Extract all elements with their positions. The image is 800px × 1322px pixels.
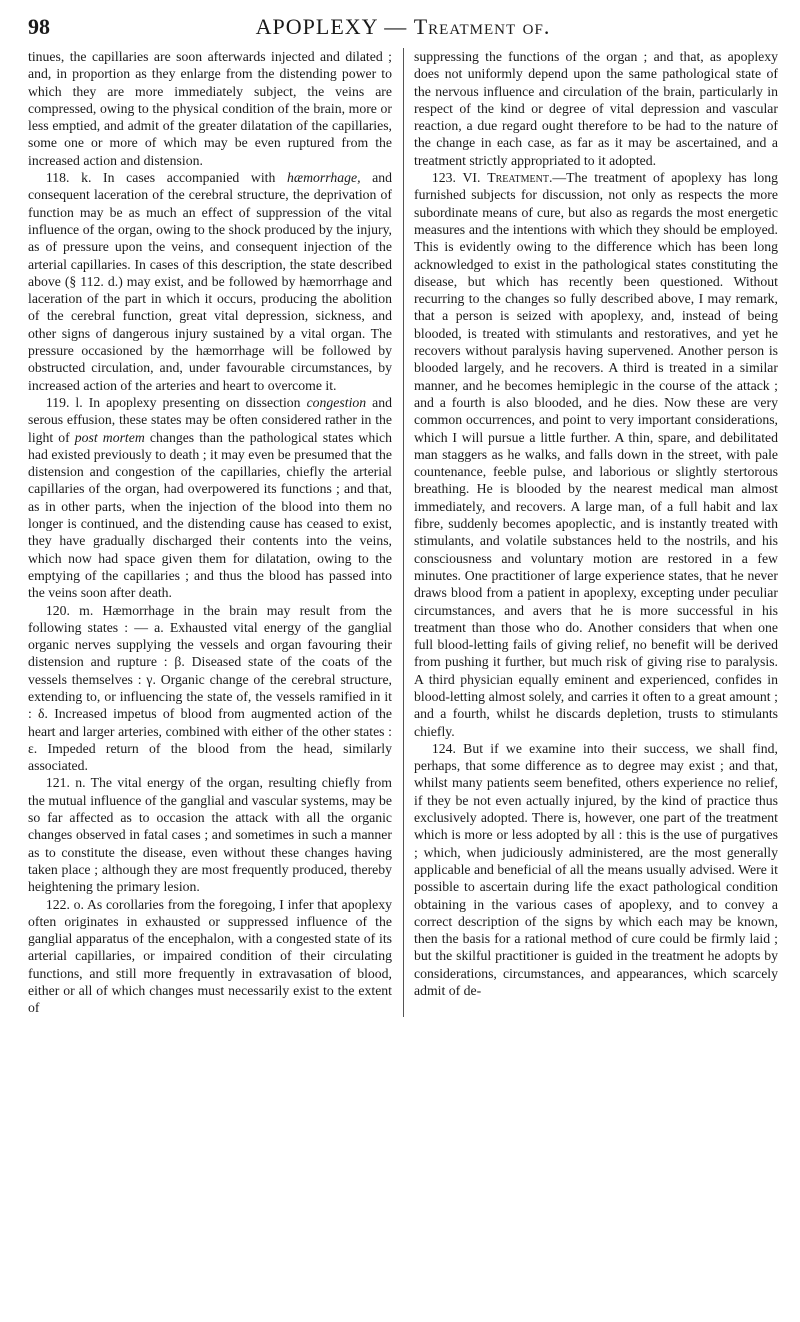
text-columns (28, 48, 778, 1017)
left-column (28, 48, 392, 1017)
paragraph-continued: tinues, the capillaries are soon afterwards injected and dilated ; and, in proportion as they enlarge from the distending power to which they are more immediately subject, the veins are compressed, owing to the physical condition of the brain, more or less emptied, and admit of the greater dilatation of the capillaries, some one or more of which may be even ruptured from the increased action and distension. (28, 49, 392, 168)
paragraph-119: 119. l. In apoplexy presenting on dissection congestion and serous effusion, these states may be often considered rather in the light of post mortem changes than the pathological states which had existed previously to death ; it may even be presumed that the distension and congestion of the capillaries, chiefly the arterial capillaries of the organ, had overpowered its functions ; and that, as in other parts, when the injection of the blood into them no longer is continued, and the distending cause has ceased to exist, they have gradually discharged their contents into the veins, which now had space given them for dilatation, owing to the emptying of the capillaries ; and thus the blood has passed into the veins soon after death. (28, 394, 393, 601)
running-head (28, 14, 778, 48)
page-number: 98 (28, 14, 50, 39)
section-heading: Treatment. (487, 170, 553, 186)
running-title-main: APOPLEXY — (255, 14, 408, 39)
paragraph-118: 118. k. In cases accompanied with hæmorrhage, and consequent laceration of the cerebral structure, the deprivation of function may be as much an effect of suppression of the vital influence of the organ, owing to the shock produced by the injury, as of pressure upon the veins, and consequent injection of the arterial capillaries. In cases of this description, the state described above (§ 112. d.) may exist, and be followed by hæmorrhage and laceration of the part in which it occurs, producing the abolition of the cerebral function, great vital depression, sickness, and other signs of dangerous injury sustained by a vital organ. The pressure occasioned by the hæmorrhage will be followed by obstructed circulation, and, under favourable circumstances, by increased action of the arteries and heart to overcome it. (28, 170, 393, 393)
paragraph-continued: suppressing the functions of the organ ; and that, as apoplexy does not uniformly depend upon the same pathological state of the nervous influence and circulation of the brain, particularly in respect of the kind or degree of vital depression and vascular reaction, a due regard ought therefore to be had to the nature of the change in each case, as far as it may be ascertained, and a treatment strictly appropriated to it adopted. (414, 49, 778, 168)
section-number: 122. o. (45, 896, 84, 912)
running-title (28, 14, 778, 40)
section-number: 121. n. (45, 775, 86, 791)
section-number: 124. (431, 740, 456, 756)
paragraph-120: 120. m. Hæmorrhage in the brain may result from the following states : — a. Exhausted vital energy of the ganglial organic nerves supplying the vessels and organ favouring their distension and rupture : β. Diseased state of the coats of the vessels themselves : γ. Organic change of the cerebral structure, extending to, or influencing the state of, the vessels ramified in it : δ. Increased impetus of blood from augmented action of the heart and larger arteries, combined with either of the other states : ε. Impeded return of the blood from the head, similarly associated. (28, 602, 393, 774)
section-number: 119. l. (45, 394, 83, 410)
section-number: 118. k. (45, 170, 92, 186)
column-divider (403, 48, 404, 1017)
paragraph-122: 122. o. As corollaries from the foregoing, I infer that apoplexy often originates in exhausted or suppressed influence of the ganglial apparatus of the encephalon, with a congested state of its arterial capillaries, or impaired condition of their circulating functions, and still more frequently in extravasation of blood, either or all of which changes must necessarily exist to the extent of (28, 896, 392, 1016)
paragraph-123: 123. VI. Treatment.—The treatment of apoplexy has long furnished subjects for discussion, not only as respects the more subordinate means of cure, but also as regards the most energetic measures and the intentions with which they should be employed. This is evidently owing to the difference which has been long acknowledged to exist in the pathological states constituting the disease, but which has recently been questioned. Without recurring to the changes so fully described above, I may remark, that a person is seized with apoplexy, and, instead of being blooded, is treated with stimulants and restoratives, and yet he recovers without paralysis having supervened. Another person is blooded largely, and he recovers. A third is treated in a similar manner, and he becomes hemiplegic in the course of the attack ; and a fourth is also blooded, and he dies. Now these are very common occurrences, and point to very important considerations, which I will pursue a little further. A thin, spare, and debilitated man staggers as he walks, and falls down in the street, with pale countenance, feeble pulse, and laborious or slightly stertorous breathing. He is blooded by the nearest medical man almost immediately, and recovers. A large man, of a full habit and lax fibre, suddenly becomes apoplectic, and is instantly treated with stimulants, and volatile substances held to the nostrils, and his consciousness and voluntary motion are restored in a few minutes. One practitioner of large experience states, that he never draws blood from a patient in apoplexy, excepting under peculiar circumstances, and avers that he is more successful in his treatment than those who do. Another considers that when one full blood-letting fails of giving relief, no benefit will be derived from pushing it further, but much risk of giving rise to paralysis. A third physician equally eminent and experienced, confides in blood-letting almost solely, and carries it often to a great amount ; and a fourth, whilst he discards depletion, trusts to stimulants chiefly. (414, 170, 778, 739)
paragraph-124: 124. But if we examine into their success, we shall find, perhaps, that some difference as to degree may exist ; and that, whilst many patients seem benefited, others experience no relief, if they be not even actually injured, by the kind of practice thus exclusively adopted. There is, however, one part of the treatment which is more or less adopted by all : this is the use of purgatives ; which, when judiciously administered, are the most generally applicable and beneficial of all the means usually advised. Were it possible to ascertain during life the exact pathological condition obtaining in the various cases of apoplexy, and to convey a correct description of the signs by which each may be known, then the basis for a rational method of cure could be firmly laid ; but the skilful practitioner is guided in the treatment he adopts by considerations, circumstances, and appearances, which scarcely admit of de- (414, 740, 778, 999)
right-column (414, 48, 778, 999)
running-title-sub: Treatment of. (413, 14, 551, 39)
section-number: 123. VI. (431, 170, 481, 186)
paragraph-121: 121. n. The vital energy of the organ, resulting chiefly from the mutual influence of the ganglial and vascular systems, may be so far affected as to occasion the attack with all the organic changes observed in fatal cases ; and sometimes in such a manner as to constitute the disease, even without these changes having taken place ; although they are most frequently produced, thereby heightening the primary lesion. (28, 775, 392, 895)
section-number: 120. m. (45, 602, 94, 618)
